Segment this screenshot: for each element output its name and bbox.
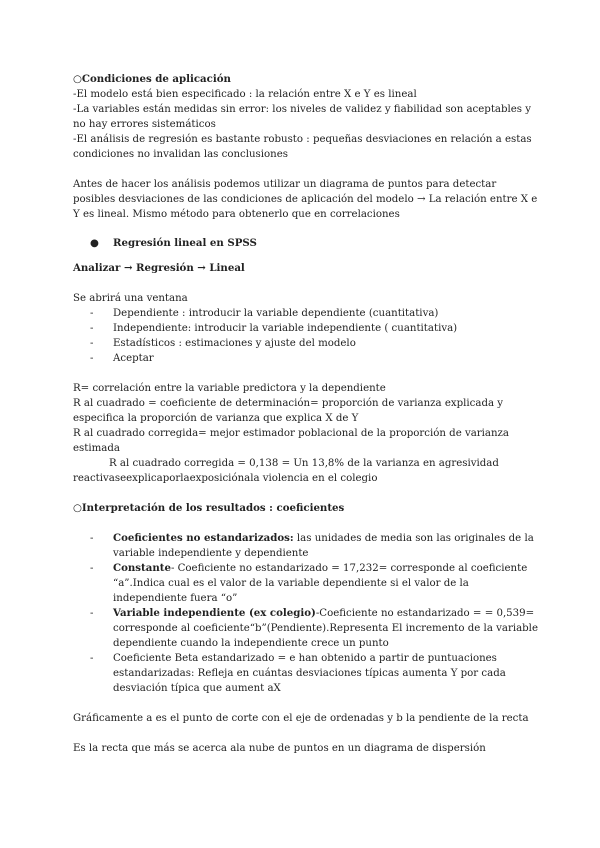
window-intro: Se abrirá una ventana [73,293,188,304]
bullet-text: Regresión lineal en SPSS [113,237,257,249]
window-options-list [73,306,540,366]
definition-r2: R al cuadrado = coeficiente de determinación= proporción de varianza explicada y especifica la proporción de varianza que explica X de Y [73,398,504,424]
closing-line: Es la recta que más se acerca ala nube de puntos en un diagrama de dispersión [73,743,486,754]
definition-r2-adjusted: R al cuadrado corregida= mejor estimador poblacional de la proporción de varianza estimada [73,428,509,454]
condition-line: -El modelo está bien especificado : la relación entre X e Y es lineal [73,89,417,100]
closing-line: Gráficamente a es el punto de corte con el eje de ordenadas y b la pendiente de la recta [73,713,529,724]
definition-r: R= correlación entre la variable predictora y la dependiente [73,383,386,394]
list-item: - Coeficiente Beta estandarizado = e han obtenido a partir de puntuaciones estandarizadas: Refleja en cuántas desviaciones típicas aumenta Y por cada desviación típica que aument aX [90,653,506,694]
list-item: - Variable independiente (ex colegio)-Coeficiente no estandarizado = = 0,539= corresponde al coeficiente“b”(Pendiente).Representa El incremento de la variable dependiente cuando la independiente crece un punto [90,607,538,649]
example-line: R al cuadrado corregida = 0,138 = Un 13,8% de la varianza en agresividad reactivaseexplicaporlaexposiciónala violencia en el colegio [73,458,499,484]
list-item: - Coeficientes no estandarizados: las unidades de media son las originales de la variable independiente y dependiente [90,532,534,559]
list-item: - Aceptar [90,353,154,364]
condition-line: -La variables están medidas sin error: los niveles de validez y fiabilidad son aceptables y no hay errores sistemáticos [73,104,532,130]
section-heading-conditions: ○Condiciones de aplicación [73,73,231,85]
condition-line: -El análisis de regresión es bastante robusto : pequeñas desviaciones en relación a estas condiciones no invalidan las conclusiones [73,134,532,160]
list-item: - Estadísticos : estimaciones y ajuste del modelo [90,338,356,349]
section-heading-results: ○Interpretación de los resultados : coeficientes [73,502,345,514]
bullet-item [73,236,540,251]
list-item: - Independiente: introducir la variable independiente ( cuantitativa) [90,323,458,334]
list-item: - Constante- Coeficiente no estandarizado = 17,232= corresponde al coeficiente “a”.Indica cual es el valor de la variable dependiente si el valor de la independiente fuera “o” [90,562,528,604]
intro-paragraph: Antes de hacer los análisis podemos utilizar un diagrama de puntos para detectar posibles desviaciones de las condiciones de aplicación del modelo → La relación entre X e Y es lineal. Mismo método para obtenerlo que en correlaciones [73,179,538,220]
bullet-icon: ● [90,238,99,249]
menu-path: Analizar → Regresión → Lineal [73,262,245,274]
coefficients-list [73,531,540,696]
list-item: - Dependiente : introducir la variable dependiente (cuantitativa) [90,308,439,319]
